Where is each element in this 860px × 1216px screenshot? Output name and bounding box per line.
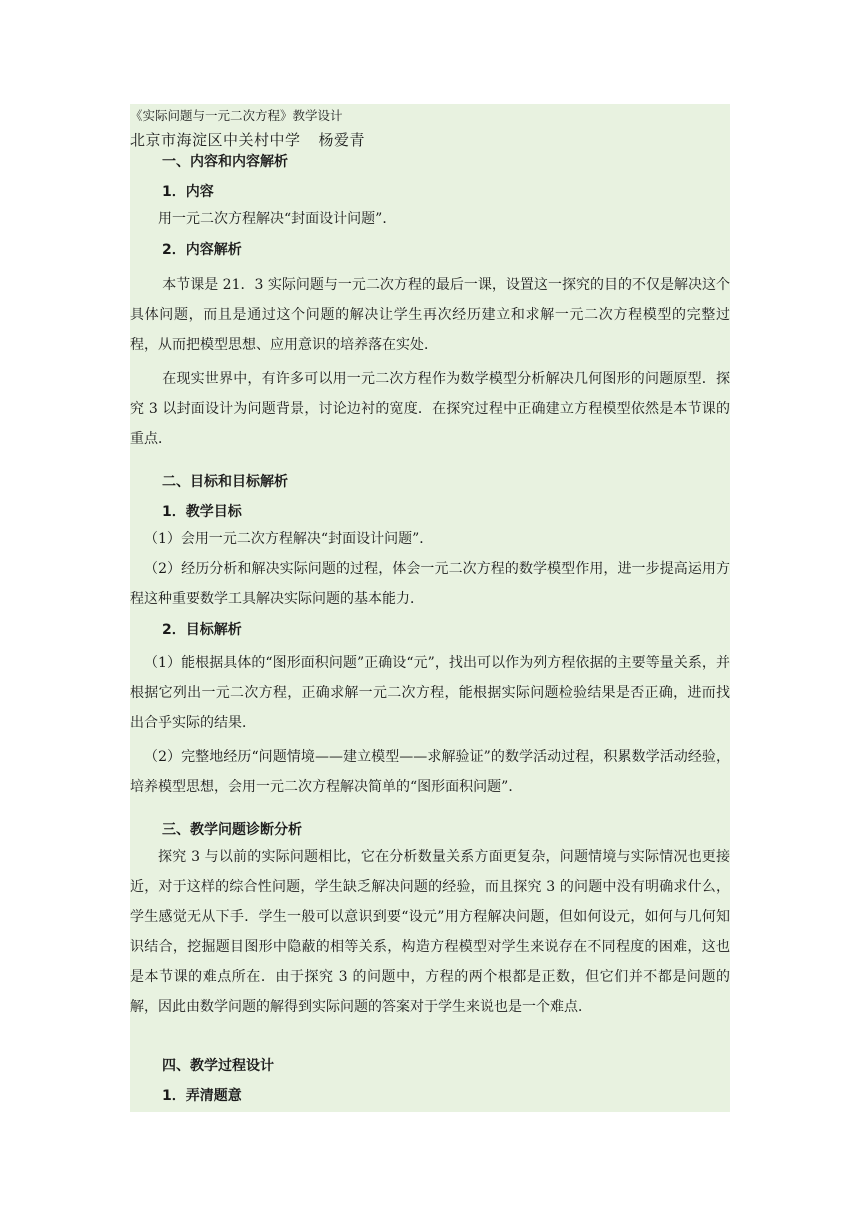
section-1-2-paragraph-1: 本节课是 21．3 实际问题与一元二次方程的最后一课，设置这一探究的目的不仅是解决这个具体问题，而且是通过这个问题的解决让学生再次经历建立和求解一元二次方程模型的完整过程，从而把模型思想、应用意识的培养落在实处． xyxy=(130,277,730,353)
section-3-paragraph: 探究 3 与以前的实际问题相比，它在分析数量关系方面更复杂，问题情境与实际情况也更接近，对于这样的综合性问题，学生缺乏解决问题的经验，而且探究 3 的问题中没有明确求什么，学生感觉无从下手．学生一般可以意识到要“设元”用方程解决问题，但如何设元，如何与几何知识结合，挖掘题目图形中隐蔽的相等关系，构造方程模型对学生来说存在不同程度的困难，这也是本节课的难点所在．由于探究 3 的问题中，方程的两个根都是正数，但它们并不都是问题的解，因此由数学问题的解得到实际问题的答案对于学生来说也是一个难点． xyxy=(130,849,730,1015)
section-4-1-heading: 1．弄清题意 xyxy=(162,1088,242,1104)
author-school: 北京市海淀区中关村中学 xyxy=(130,131,301,149)
author-name: 杨爱青 xyxy=(318,131,366,149)
section-4-heading: 四、教学过程设计 xyxy=(162,1058,274,1074)
section-2-2-heading: 2．目标解析 xyxy=(162,622,242,638)
goal-analysis-item-2: （2）完整地经历“问题情境——建立模型——求解验证”的数学活动过程，积累数学活动经验，培养模型思想，会用一元二次方程解决简单的“图形面积问题”． xyxy=(130,749,730,795)
section-1-2-paragraph-2: 在现实世界中，有许多可以用一元二次方程作为数学模型分析解决几何图形的问题原型．探究 3 以封面设计为问题背景，讨论边衬的宽度．在探究过程中正确建立方程模型依然是本节课的重点． xyxy=(130,371,730,447)
section-3-heading: 三、教学问题诊断分析 xyxy=(162,822,302,838)
document-page xyxy=(130,104,730,1112)
section-1-heading: 一、内容和内容解析 xyxy=(162,154,288,170)
section-1-1-heading: 1．内容 xyxy=(162,184,214,200)
document-title: 《实际问题与一元二次方程》教学设计 xyxy=(130,108,343,123)
goal-item-2: （2）经历分析和解决实际问题的过程，体会一元二次方程的数学模型作用，进一步提高运用方程这种重要数学工具解决实际问题的基本能力． xyxy=(130,561,730,607)
goal-analysis-item-1: （1）能根据具体的“图形面积问题”正确设“元”，找出可以作为列方程依据的主要等量关系，并根据它列出一元二次方程，正确求解一元二次方程，能根据实际问题检验结果是否正确，进而找出合乎实际的结果． xyxy=(130,655,730,731)
section-2-1-heading: 1．教学目标 xyxy=(162,504,242,520)
section-1-1-text: 用一元二次方程解决“封面设计问题”． xyxy=(158,211,397,227)
author-line xyxy=(130,130,365,150)
section-1-2-heading: 2．内容解析 xyxy=(162,242,242,258)
goal-item-1: （1）会用一元二次方程解决“封面设计问题”． xyxy=(144,531,434,547)
section-2-heading: 二、目标和目标解析 xyxy=(162,474,288,490)
